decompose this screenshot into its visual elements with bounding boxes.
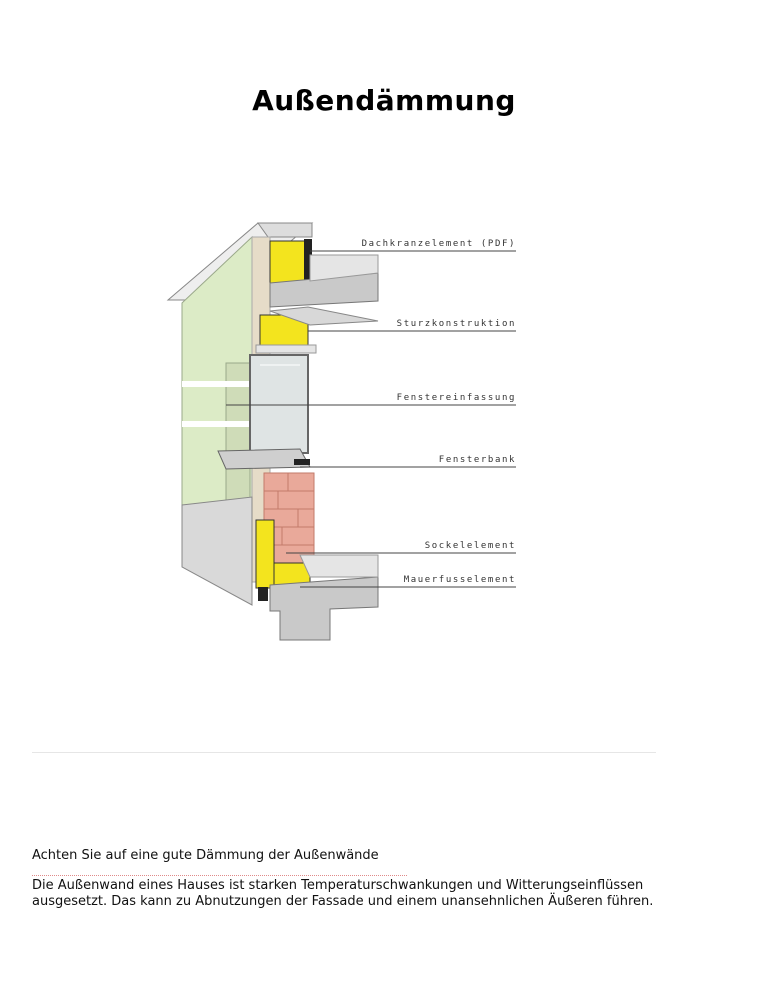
sill-profile bbox=[294, 459, 310, 465]
label-fensterbank: Fensterbank bbox=[438, 455, 516, 465]
window-head bbox=[256, 345, 316, 353]
label-fenstereinfassung: Fenstereinfassung bbox=[396, 393, 516, 403]
label-dachkranzelement[interactable]: Dachkranzelement (PDF) bbox=[361, 239, 516, 249]
wall-section-illustration bbox=[160, 215, 530, 645]
article-body: Die Außenwand eines Hauses ist starken Temperaturschwankungen und Witterungseinflüssen ausgesetzt. Das kann zu Abnutzungen der Fassade und einem unansehnlichen Äußeren führen. bbox=[32, 878, 654, 909]
page-title: Außendämmung bbox=[252, 84, 516, 117]
article-heading: Achten Sie auf eine gute Dämmung der Außenwände bbox=[32, 848, 379, 863]
window-glass bbox=[250, 355, 308, 453]
plinth-insulation bbox=[256, 520, 274, 588]
insulation-diagram bbox=[160, 215, 530, 645]
label-sturzkonstruktion: Sturzkonstruktion bbox=[396, 319, 516, 329]
label-mauerfusselement: Mauerfusselement bbox=[403, 575, 516, 585]
floor-screed bbox=[300, 555, 378, 577]
label-sockelelement: Sockelelement bbox=[424, 541, 516, 551]
plinth-face bbox=[182, 497, 252, 605]
roof-fascia bbox=[258, 223, 312, 237]
base-profile bbox=[258, 587, 268, 601]
heading-underline bbox=[32, 875, 407, 876]
top-insulation bbox=[270, 241, 308, 283]
section-separator bbox=[32, 752, 656, 753]
foundation bbox=[270, 577, 378, 640]
